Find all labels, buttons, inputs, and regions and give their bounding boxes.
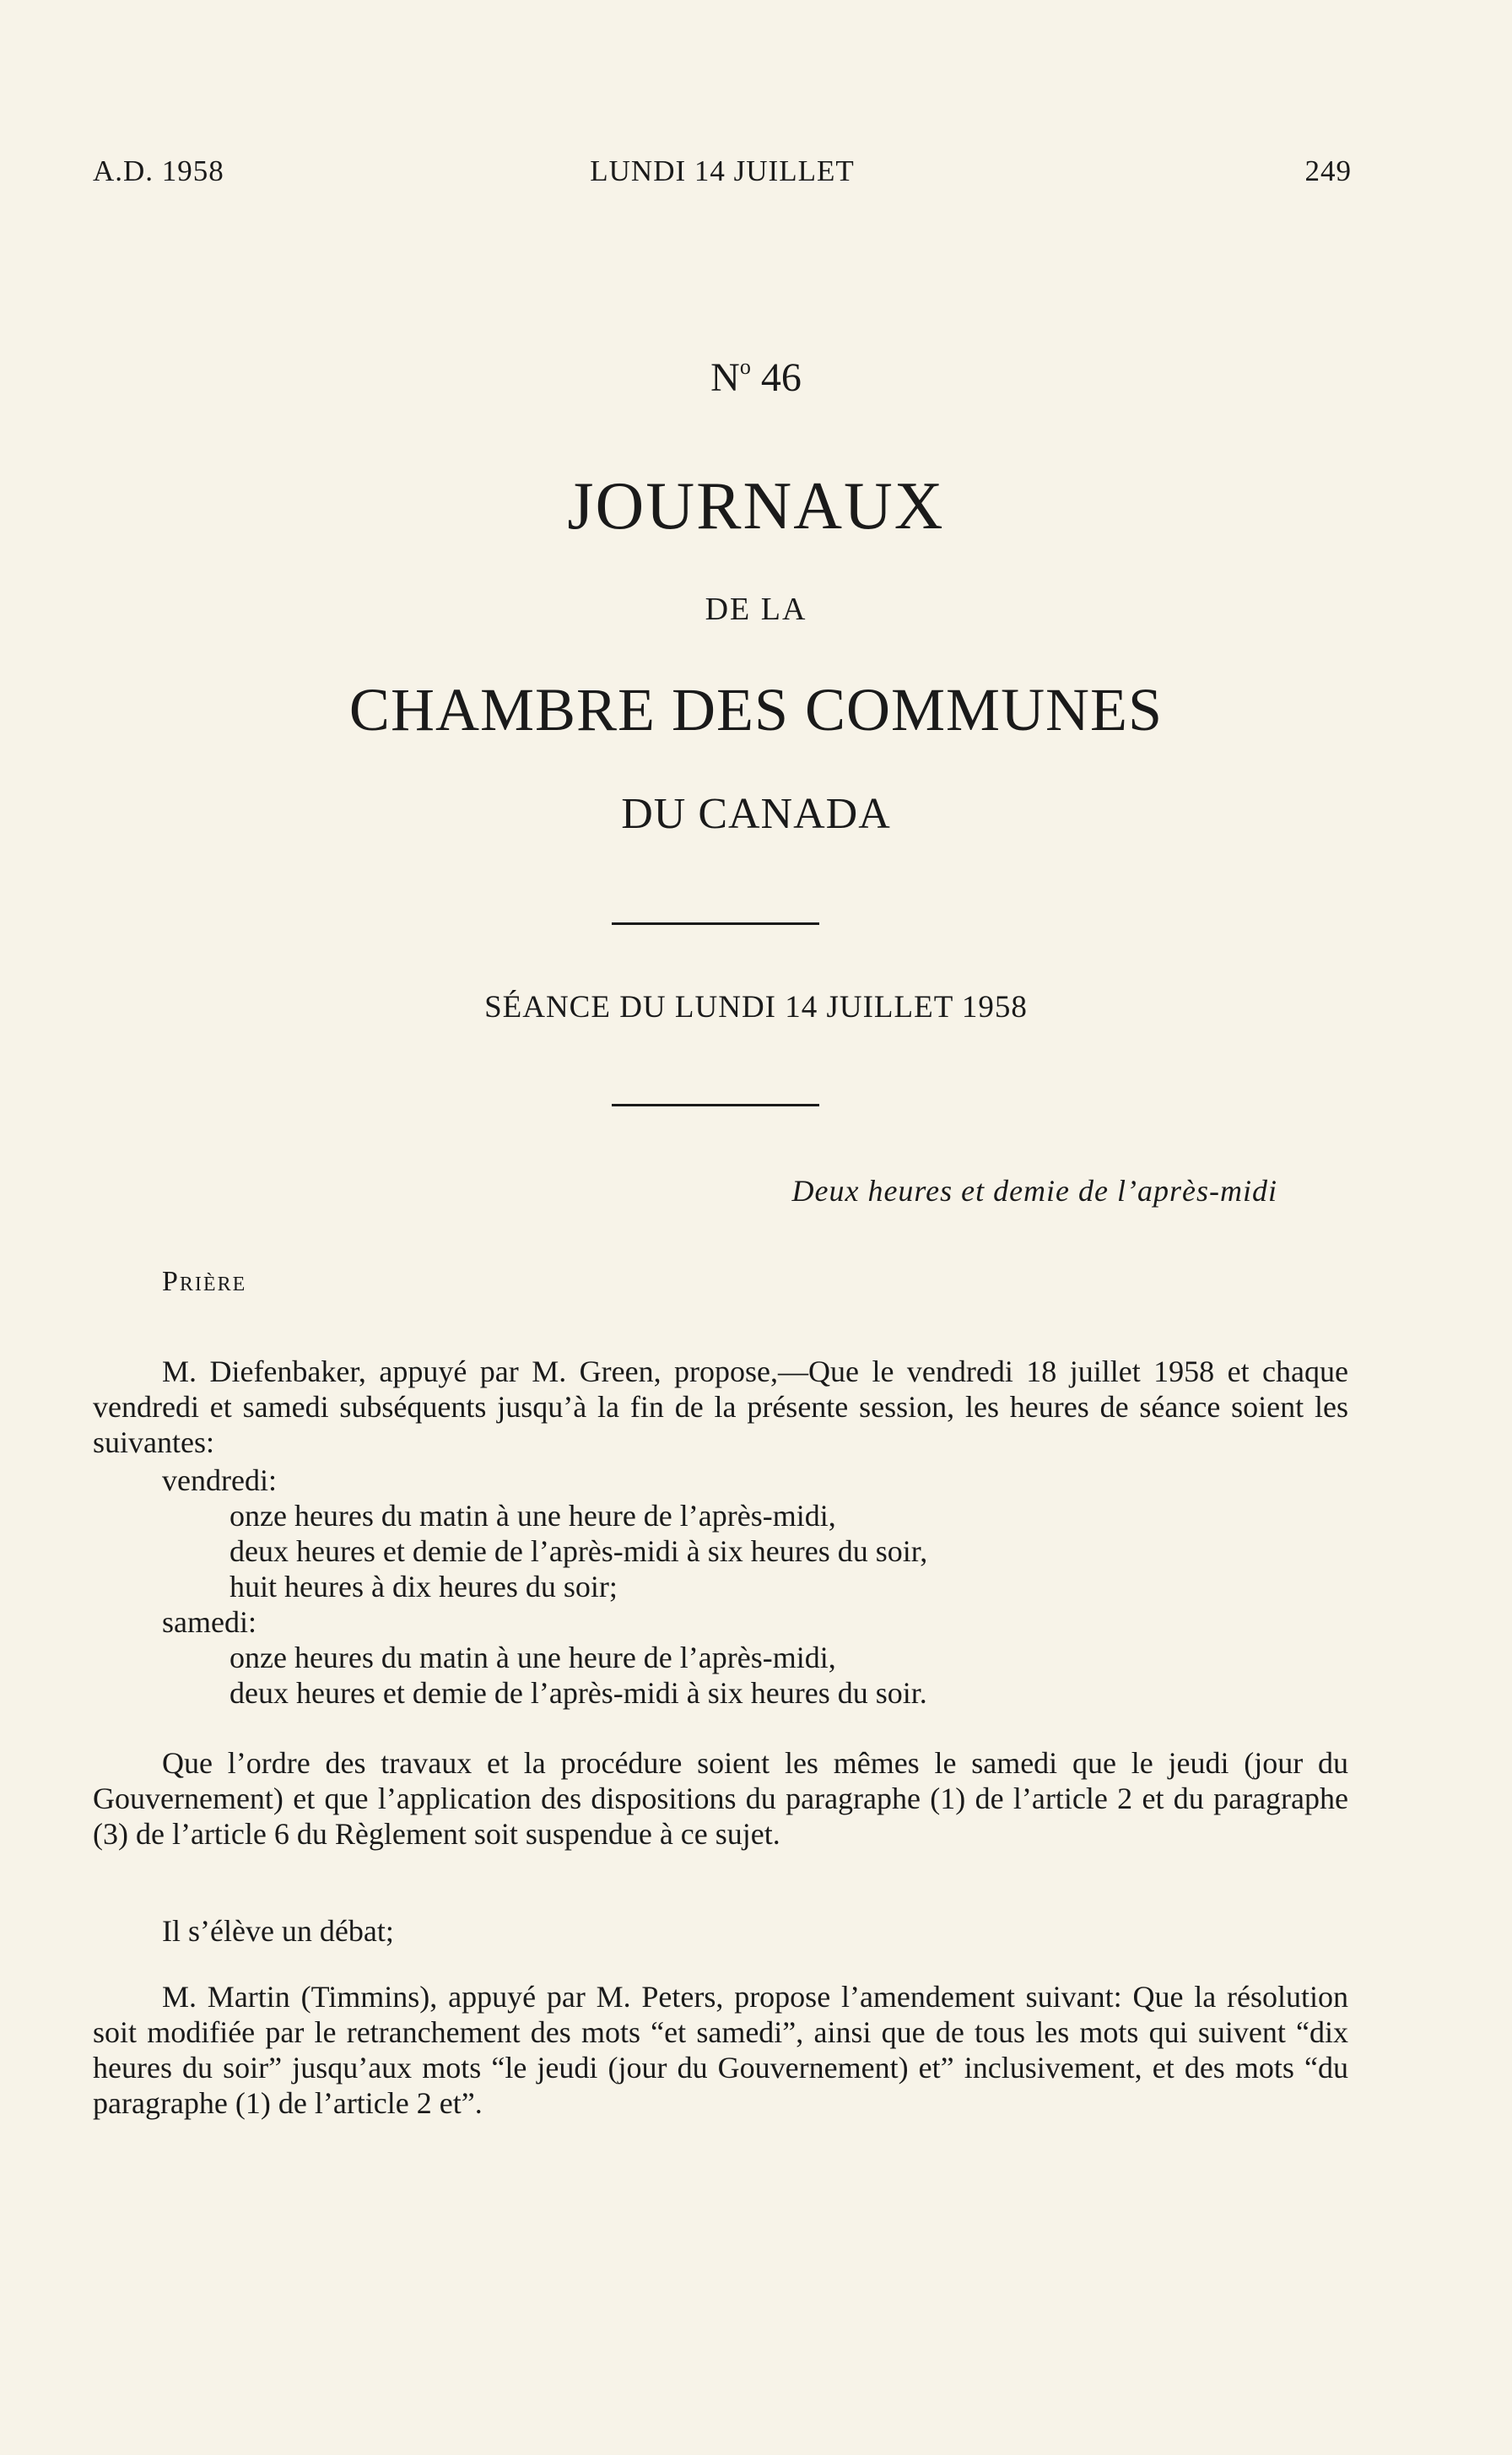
schedule-day-vendredi: vendredi: (162, 1463, 277, 1497)
header-date: LUNDI 14 JUILLET (590, 154, 855, 187)
running-header (93, 154, 1352, 197)
issue-number (0, 354, 1512, 401)
header-year: A.D. 1958 (93, 154, 224, 187)
issue-number-value: 46 (760, 355, 802, 400)
schedule-line: deux heures et demie de l’après-midi à six heures du soir, (230, 1534, 928, 1568)
title-chambre: CHAMBRE DES COMMUNES (348, 676, 1164, 744)
schedule-line: deux heures et demie de l’après-midi à six heures du soir. (230, 1676, 927, 1710)
schedule-list (93, 1463, 1348, 1711)
schedule-day-samedi: samedi: (162, 1605, 256, 1639)
divider-rule-top (612, 922, 819, 925)
motion-paragraph: M. Diefenbaker, appuyé par M. Green, propose,—Que le vendredi 18 juillet 1958 et chaque vendredi et samedi subséquents jusqu’à la fin de la présente session, les heures de séance soient les suivantes: (93, 1355, 1348, 1459)
session-heading: SÉANCE DU LUNDI 14 JUILLET 1958 (484, 990, 1028, 1025)
schedule-line: huit heures à dix heures du soir; (230, 1570, 618, 1603)
title-canada: DU CANADA (621, 790, 891, 838)
debate-paragraph: Il s’élève un débat; (162, 1914, 394, 1948)
title-journaux: JOURNAUX (567, 469, 945, 543)
session-time: Deux heures et demie de l’après-midi (791, 1174, 1277, 1208)
issue-number-sup: o (739, 354, 751, 379)
procedure-paragraph: Que l’ordre des travaux et la procédure soient les mêmes le samedi que le jeudi (jour du Gouvernement) et que l’application des dispositions du paragraphe (1) de l’article 2 et du paragraphe (3) de l’article 6 du Règlement soit suspendue à ce sujet. (93, 1746, 1348, 1851)
divider-rule-bottom (612, 1104, 819, 1106)
page-number: 249 (1304, 154, 1352, 187)
schedule-line: onze heures du matin à une heure de l’après-midi, (230, 1499, 836, 1533)
issue-number-prefix: N (710, 355, 740, 400)
title-de-la: DE LA (705, 592, 807, 627)
schedule-line: onze heures du matin à une heure de l’après-midi, (230, 1641, 836, 1674)
prayer-heading: Prière (162, 1266, 247, 1297)
amendment-paragraph: M. Martin (Timmins), appuyé par M. Peters, propose l’amendement suivant: Que la résolution soit modifiée par le retranchement des mots “et samedi”, ainsi que de tous les mots qui suivent “dix heures du soir” jusqu’aux mots “le jeudi (jour du Gouvernement) et” inclusivement, et des mots “du paragraphe (1) de l’article 2 et”. (93, 1980, 1348, 2120)
